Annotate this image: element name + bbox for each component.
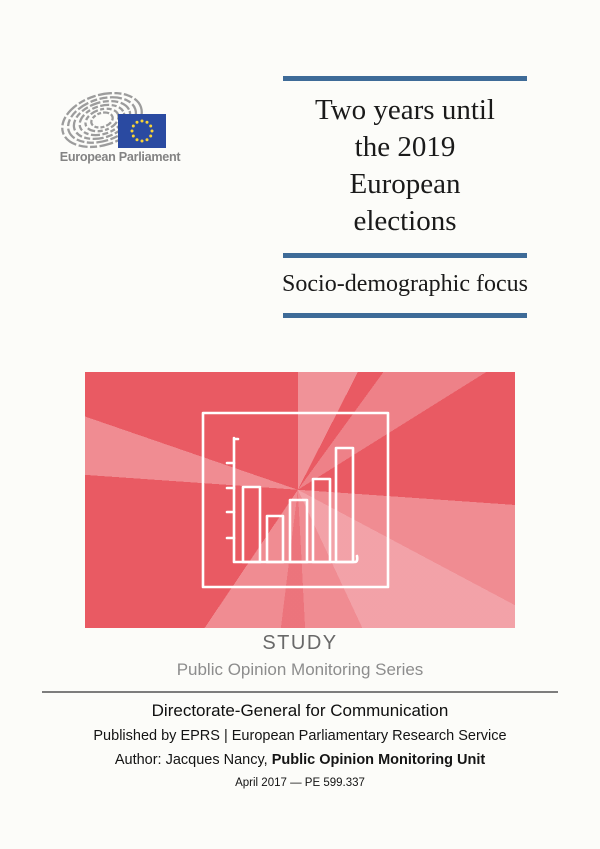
report-title-line: European — [349, 168, 461, 200]
eu-flag-icon — [118, 114, 166, 148]
report-title-line: Two years until — [315, 94, 495, 126]
ep-logo-caption: European Parliament — [59, 149, 181, 164]
chart-bars — [243, 448, 353, 562]
series-label: STUDY — [262, 632, 338, 654]
bar-chart-illustration — [85, 372, 515, 628]
report-title-line: the 2019 — [354, 131, 456, 163]
chart-bar — [313, 479, 330, 562]
series-subtitle: Public Opinion Monitoring Series — [176, 660, 424, 679]
footer-publisher: Published by EPRS | European Parliamentary Research Service — [93, 728, 507, 744]
report-title — [273, 92, 537, 240]
chart-bar — [336, 448, 353, 562]
footer-date-reference: April 2017 — PE 599.337 — [235, 777, 365, 789]
subtitle-bottom-rule — [283, 313, 527, 318]
chart-bar — [243, 487, 260, 562]
chart-bar — [290, 500, 307, 562]
footer-rule — [42, 691, 558, 693]
title-top-rule — [283, 76, 527, 81]
footer-author-prefix: Author: Jacques Nancy, — [114, 752, 272, 768]
footer-author-unit: Public Opinion Monitoring Unit — [271, 752, 486, 768]
ep-hemicycle-icon — [58, 92, 172, 152]
footer-author — [0, 752, 600, 768]
cover-art — [85, 372, 515, 628]
report-subtitle: Socio-demographic focus — [282, 271, 528, 297]
chart-bar — [267, 516, 283, 562]
footer-directorate: Directorate-General for Communication — [151, 701, 449, 720]
report-title-line: elections — [353, 205, 457, 237]
european-parliament-logo — [58, 92, 181, 168]
